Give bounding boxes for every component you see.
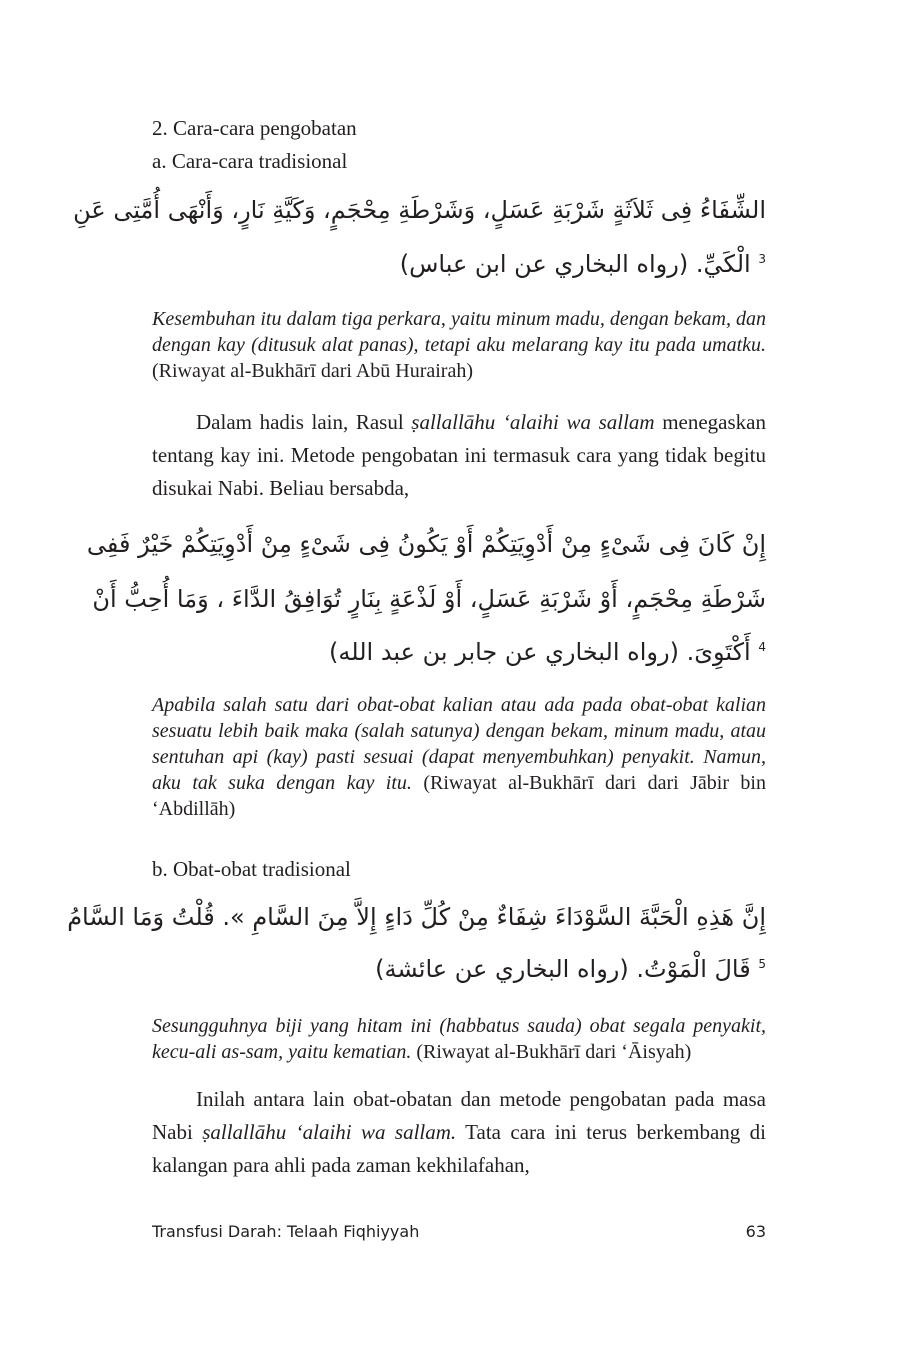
hadith2-arabic-line3	[150, 638, 766, 666]
hadith3-translation-source: (Riwayat al-Bukhārī dari ‘Āisyah)	[416, 1041, 692, 1063]
paragraph2-part2: Tata cara ini terus berkembang di kalangan para ahli pada zaman kekhilafahan,	[152, 1120, 766, 1177]
section-heading-2: 2. Cara-cara pengobatan	[152, 116, 357, 140]
hadith3-arabic-line2-text: قَالَ الْمَوْتُ. (رواه البخاري عن عائشة)	[375, 955, 751, 983]
hadith1-translation-source: (Riwayat al-Bukhārī dari Abū Hurairah)	[152, 360, 474, 382]
footnote-marker: 4	[758, 640, 766, 654]
body-paragraph-1	[152, 406, 766, 505]
hadith1-translation-text: Kesembuhan itu dalam tiga perkara, yaitu minum madu, dengan bekam, dan dengan kay (ditusuk alat panas), tetapi aku melarang kay itu pada umatku.	[152, 308, 766, 356]
hadith3-translation	[152, 1013, 766, 1065]
hadith1-arabic-line1: الشِّفَاءُ فِى ثَلاَثَةٍ شَرْبَةِ عَسَلٍ، وَشَرْطَةِ مِحْجَمٍ، وَكَيَّةِ نَارٍ، وَأَنْهَى أُمَّتِى عَنِ	[73, 196, 766, 224]
subsection-heading-a: a. Cara-cara tradisional	[152, 149, 348, 173]
hadith2-arabic-line1: إِنْ كَانَ فِى شَىْءٍ مِنْ أَدْوِيَتِكُمْ أَوْ يَكُونُ فِى شَىْءٍ مِنْ أَدْوِيَتِكُمْ خَيْرٌ فَفِى	[86, 530, 766, 558]
hadith1-arabic-line2	[150, 250, 766, 278]
hadith2-translation-text: Apabila salah satu dari obat-obat kalian atau ada pada obat-obat kalian sesuatu lebih baik maka (salah satunya) dengan bekam, minum madu, atau sentuhan api (kay) pasti sesuai (dapat menyembuhkan) penyakit. Namun, aku tak suka dengan kay itu.	[152, 694, 766, 794]
footnote-marker: 3	[758, 252, 766, 266]
body-paragraph-2	[152, 1083, 766, 1182]
page-footer	[152, 1222, 766, 1241]
page-number: 63	[745, 1222, 766, 1241]
paragraph2-part1: Inilah antara lain obat-obatan dan metode pengobatan pada masa Nabi	[152, 1087, 766, 1144]
hadith3-arabic-line2	[150, 955, 766, 983]
paragraph1-part2: menegaskan tentang kay ini. Metode pengobatan ini termasuk cara yang tidak begitu disukai Nabi. Beliau bersabda,	[152, 410, 766, 500]
running-footer-title: Transfusi Darah: Telaah Fiqhiyyah	[152, 1222, 420, 1241]
hadith1-translation	[152, 306, 766, 384]
subsection-heading-b: b. Obat-obat tradisional	[152, 857, 351, 881]
hadith1-arabic-line2-text: الْكَيِّ. (رواه البخاري عن ابن عباس)	[399, 250, 751, 278]
footnote-marker: 5	[758, 957, 766, 971]
hadith3-arabic-line1: إِنَّ هَذِهِ الْحَبَّةَ السَّوْدَاءَ شِفَاءٌ مِنْ كُلِّ دَاءٍ إِلاَّ مِنَ السَّامِ ». قُلْتُ وَمَا السَّامُ	[67, 903, 766, 931]
hadith2-arabic-line3-text: أَكْتَوِىَ. (رواه البخاري عن جابر بن عبد الله)	[329, 638, 751, 666]
hadith2-translation	[152, 692, 766, 822]
paragraph1-part1: Dalam hadis lain, Rasul	[196, 410, 412, 434]
hadith2-arabic-line2: شَرْطَةِ مِحْجَمٍ، أَوْ شَرْبَةِ عَسَلٍ، أَوْ لَذْعَةٍ بِنَارٍ تُوَافِقُ الدَّاءَ ، وَمَا أُحِبُّ أَنْ	[92, 585, 766, 613]
hadith3-translation-text: Sesungguhnya biji yang hitam ini (habbatus sauda) obat segala penyakit, kecu-ali as-sam, yaitu kematian.	[152, 1015, 766, 1063]
paragraph1-honorific: ṣallallāhu ‘alaihi wa sallam	[411, 410, 655, 434]
paragraph2-honorific: ṣallallāhu ‘alaihi wa sallam.	[202, 1120, 457, 1144]
hadith2-translation-source: (Riwayat al-Bukhārī dari dari Jābir bin ‘Abdillāh)	[152, 772, 766, 820]
